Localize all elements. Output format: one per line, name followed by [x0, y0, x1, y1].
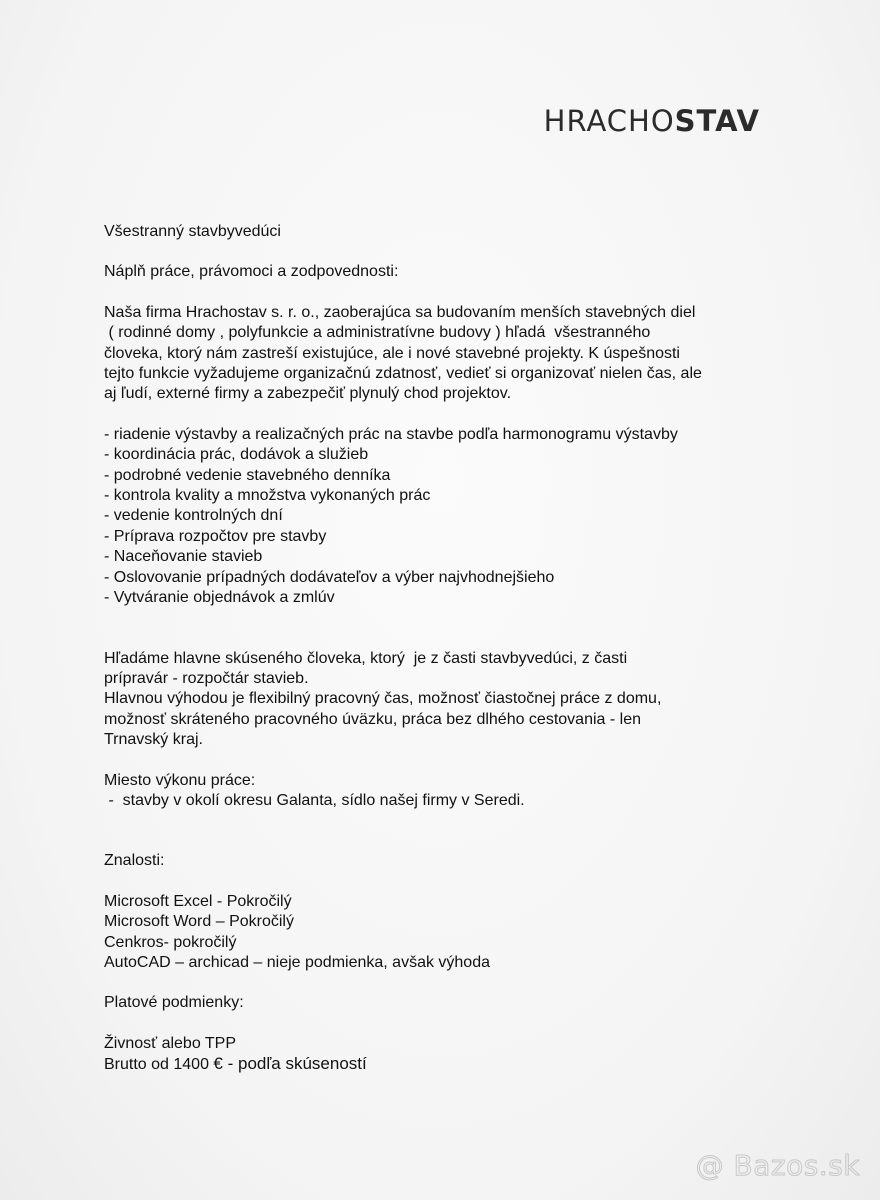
duty-item: - Oslovovanie prípadných dodávateľov a výber najvhodnejšieho	[104, 568, 555, 586]
skill-item: AutoCAD – archicad – nieje podmienka, avšak výhoda	[104, 953, 490, 971]
skill-item: Microsoft Excel - Pokročilý	[104, 892, 292, 910]
bazos-watermark: @ Bazos.sk	[695, 1149, 860, 1182]
location-heading: Miesto výkonu práce:	[104, 771, 256, 789]
duty-item: - kontrola kvality a množstva vykonaných prác	[104, 487, 431, 505]
candidate-line: Hľadáme hlavne skúseného človeka, ktorý je z časti stavbyvedúci, z časti	[104, 649, 628, 667]
intro-line: aj ľudí, externé firmy a zabezpečiť plynulý chod projektov.	[104, 385, 512, 403]
job-ad-body	[104, 222, 804, 1076]
duty-item: - Príprava rozpočtov pre stavby	[104, 527, 327, 545]
location-text: - stavby v okolí okresu Galanta, sídlo našej firmy v Seredi.	[104, 791, 525, 809]
duty-item: - Naceňovanie stavieb	[104, 548, 263, 566]
candidate-line: prípravár - rozpočtár stavieb.	[104, 669, 309, 687]
duty-item: - riadenie výstavby a realizačných prác na stavbe podľa harmonogramu výstavby	[104, 425, 678, 443]
duty-item: - podrobné vedenie stavebného denníka	[104, 466, 391, 484]
job-title: Všestranný stavbyvedúci	[104, 223, 281, 240]
duty-item: - koordinácia prác, dodávok a služieb	[104, 446, 369, 464]
employment-type: Živnosť alebo TPP	[104, 1034, 236, 1052]
duty-item: - vedenie kontrolných dní	[104, 507, 283, 525]
skills-list	[104, 892, 804, 974]
intro-line: Naša firma Hrachostav s. r. o., zaoberajúca sa budovaním menších stavebných diel	[104, 303, 696, 321]
duty-item: - Vytváranie objednávok a zmlúv	[104, 589, 335, 607]
responsibilities-heading: Náplň práce, právomoci a zodpovednosti:	[104, 263, 399, 281]
salary-heading: Platové podmienky:	[104, 994, 244, 1012]
logo-bold-part: STAV	[674, 104, 760, 138]
candidate-line: možnosť skráteného pracovného úväzku, práca bez dlhého cestovania - len	[104, 710, 641, 728]
intro-line: ( rodinné domy , polyfunkcie a administratívne budovy ) hľadá všestranného	[104, 324, 651, 342]
duties-list	[104, 425, 804, 609]
salary-suffix: € - podľa skúseností	[213, 1054, 367, 1074]
candidate-paragraph	[104, 649, 804, 751]
logo-light-part: HRACHO	[543, 104, 675, 138]
intro-line: tejto funkcie vyžadujeme organizačnú zdatnosť, vedieť si organizovať nielen čas, ale	[104, 365, 702, 383]
intro-paragraph	[104, 303, 804, 405]
skill-item: Cenkros- pokročilý	[104, 933, 237, 951]
salary-prefix: Brutto od 1400	[104, 1056, 214, 1074]
skills-heading: Znalosti:	[104, 852, 165, 870]
skill-item: Microsoft Word – Pokročilý	[104, 913, 294, 931]
candidate-line: Trnavský kraj.	[104, 731, 203, 749]
company-logo	[544, 104, 760, 138]
salary-line	[104, 1054, 804, 1075]
candidate-line: Hlavnou výhodou je flexibilný pracovný čas, možnosť čiastočnej práce z domu,	[104, 690, 662, 708]
intro-line: človeka, ktorý nám zastreší existujúce, ale i nové stavebné projekty. K úspešnosti	[104, 344, 680, 362]
